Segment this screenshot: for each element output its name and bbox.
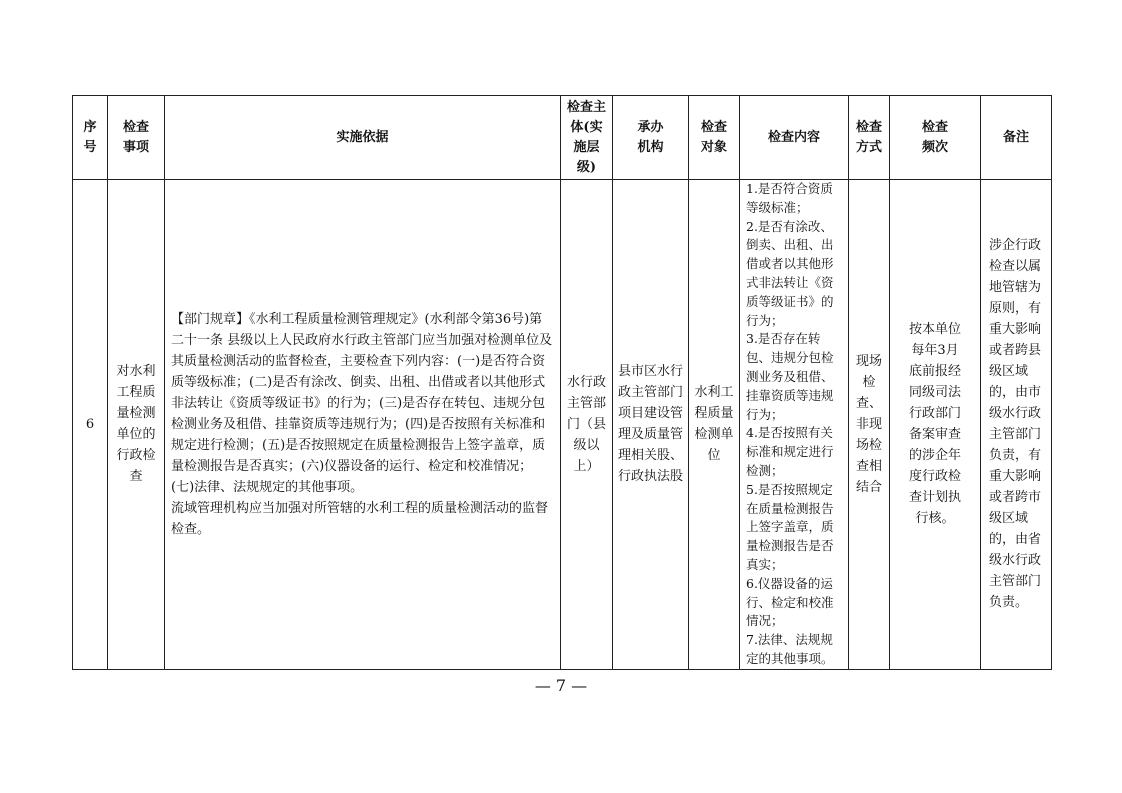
header-subject: 检查主体(实施层级) [561,96,613,180]
header-basis: 实施依据 [165,96,561,180]
cell-basis [165,180,561,670]
cell-content [740,180,849,670]
header-frequency: 检查频次 [890,96,981,180]
cell-organizer: 县市区水行政主管部门项目建设管理及质量管理相关股、行政执法股 [613,180,689,670]
basis-paragraph-2: 流域管理机构应当加强对所管辖的水利工程的质量检测活动的监督检查。 [171,500,549,537]
content-item-5: 5.是否按照规定在质量检测报告上签字盖章，质量检测报告是否真实； [746,481,834,572]
content-item-4: 4.是否按照有关标准和规定进行检测； [746,425,834,478]
content-item-3: 3.是否存在转包、违规分包检测业务及租借、挂靠资质等违规行为； [746,331,834,422]
cell-frequency: 按本单位每年3月底前报经同级司法行政部门备案审查的涉企年度行政检查计划执行核。 [890,180,981,670]
header-target: 检查对象 [689,96,740,180]
content-item-6: 6.仪器设备的运行、检定和校准情况； [746,575,834,629]
header-method: 检查方式 [849,96,890,180]
header-remark: 备注 [981,96,1052,180]
content-item-2: 2.是否有涂改、倒卖、出租、出借或者以其他形式非法转让《资质等级证书》的行为； [746,218,834,328]
header-item: 检查事项 [108,96,165,180]
header-row [73,96,1052,180]
content-item-1: 1.是否符合资质等级标准； [746,181,833,215]
header-content: 检查内容 [740,96,849,180]
cell-remark: 涉企行政检查以属地管辖为原则，有重大影响或者跨县级区域的，由市级水行政主管部门负责，有重大影响或者跨市级区域的，由省级水行政主管部门负责。 [981,180,1052,670]
content-item-7: 7.法律、法规规定的其他事项。 [746,632,834,666]
cell-item: 对水利工程质量检测单位的行政检查 [108,180,165,670]
cell-method: 现场检查、非现场检查相结合 [849,180,890,670]
cell-subject: 水行政主管部门（县级以上） [561,180,613,670]
inspection-table [72,95,1052,670]
cell-target: 水利工程质量检测单位 [689,180,740,670]
cell-seq: 6 [73,180,108,670]
table-row [73,180,1052,670]
header-seq: 序号 [73,96,108,180]
header-organizer: 承办机构 [613,96,689,180]
page-number: — 7 — [534,676,588,695]
basis-paragraph-1: 【部门规章】《水利工程质量检测管理规定》(水利部令第36号)第二十一条 县级以上人民政府水行政主管部门应当加强对检测单位及其质量检测活动的监督检查，主要检查下列内容：(一)是否符合资质等级标准；(二)是否有涂改、倒卖、出租、出借或者以其他形式非法转让《资质等级证书》的行为；(三)是否存在转包、违规分包检测业务及租借、挂靠资质等违规行为；(四)是否按照有关标准和规定进行检测；(五)是否按照规定在质量检测报告上签字盖章，质量检测报告是否真实；(六)仪器设备的运行、检定和校准情况；(七)法律、法规规定的其他事项。 [171,311,553,495]
